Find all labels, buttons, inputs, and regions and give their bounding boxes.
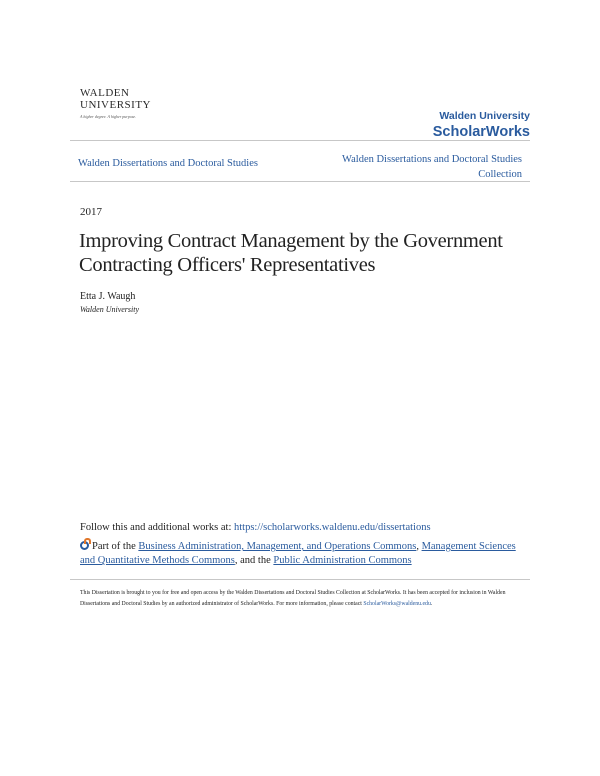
collection-band xyxy=(70,140,530,182)
header-repository: ScholarWorks xyxy=(432,124,530,140)
author-name: Etta J. Waugh xyxy=(80,291,136,302)
part-of-line xyxy=(80,540,520,568)
notice-text: This Dissertation is brought to you for free and open access by the Walden Dissertations and Doctoral Studies Collection at ScholarWorks. It has been accepted for inclusion in Walden Dissertations and Doctoral Studies by an authorized administrator of ScholarWorks. For more information, please contact xyxy=(80,590,506,607)
access-notice xyxy=(80,588,528,610)
dissertations-url-link[interactable]: https://scholarworks.waldenu.edu/dissertations xyxy=(234,522,431,533)
contact-email-link[interactable]: ScholarWorks@waldenu.edu xyxy=(363,601,431,607)
logo-tagline: A higher degree. A higher purpose. xyxy=(80,114,137,119)
document-title: Improving Contract Management by the Government Contracting Officers' Representatives xyxy=(79,230,503,276)
collection-link[interactable]: Walden Dissertations and Doctoral Studies Collection xyxy=(342,154,522,180)
follow-line xyxy=(80,522,431,533)
walden-university-logo xyxy=(80,88,170,119)
business-administration-commons-link[interactable]: Business Administration, Management, and Operations Commons xyxy=(138,541,417,552)
author-affiliation: Walden University xyxy=(80,305,140,314)
scholarworks-header[interactable] xyxy=(433,110,530,140)
part-of-separator: , and the xyxy=(234,555,274,566)
follow-prefix: Follow this and additional works at: xyxy=(80,522,234,533)
logo-line-1: WALDEN xyxy=(80,87,130,99)
notice-suffix: . xyxy=(430,601,433,607)
management-sciences-commons-link[interactable]: Management Sciences and Quantitative Methods Commons xyxy=(80,541,516,566)
open-access-icon xyxy=(80,541,89,550)
part-of-separator: , xyxy=(416,541,422,552)
series-link[interactable]: Walden Dissertations and Doctoral Studies xyxy=(78,158,258,169)
header-university: Walden University xyxy=(439,110,530,122)
divider xyxy=(70,579,530,580)
publication-year: 2017 xyxy=(80,206,102,218)
public-administration-commons-link[interactable]: Public Administration Commons xyxy=(273,555,412,566)
part-of-prefix: Part of the xyxy=(92,541,139,552)
logo-line-2: UNIVERSITY xyxy=(80,99,151,111)
